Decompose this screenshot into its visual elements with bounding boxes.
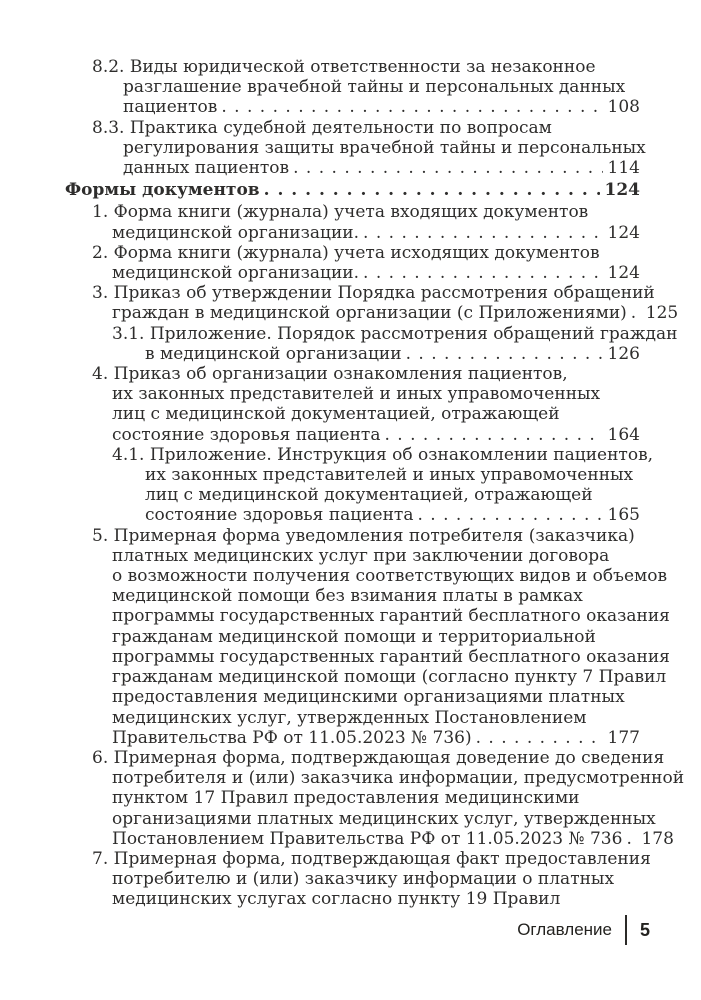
dot-leader — [363, 263, 603, 283]
toc-line-text: лиц с медицинской документацией, отражающей — [112, 404, 560, 425]
toc-line-text: 8.2. Виды юридической ответственности за незаконное — [92, 57, 596, 77]
toc-page-number: 125 — [645, 303, 679, 324]
toc-line-text: организациями платных медицинских услуг, утвержденных — [112, 808, 656, 829]
toc-line — [112, 323, 678, 344]
toc-line-text: 2. Форма книги (журнала) учета исходящих документов — [92, 242, 600, 263]
toc-entry — [65, 525, 670, 748]
toc-line-text: в медицинской организации — [145, 343, 402, 364]
toc-line — [112, 566, 668, 587]
toc-line — [112, 687, 640, 707]
toc-line — [123, 158, 640, 178]
toc-page-number: 124 — [604, 180, 640, 201]
toc-line — [112, 828, 674, 849]
toc-line-text: гражданам медицинской помощи (согласно пункту 7 Правил — [112, 667, 667, 688]
toc-line — [112, 263, 640, 283]
toc-page-number: 177 — [607, 727, 640, 748]
toc-line — [112, 223, 640, 243]
toc-line-text: предоставления медицинскими организациями платных — [112, 687, 625, 708]
toc-line-text: 1. Форма книги (журнала) учета входящих документов — [92, 202, 589, 223]
footer-section-label: Оглавление — [517, 920, 612, 939]
dot-leader — [417, 505, 602, 525]
toc-line — [145, 465, 640, 485]
toc-line-text: состояние здоровья пациента — [145, 505, 414, 526]
toc-entry — [65, 747, 685, 849]
toc-entry — [65, 202, 640, 242]
toc-line — [145, 505, 640, 525]
toc-line — [123, 77, 640, 97]
toc-line-text: о возможности получения соответствующих видов и объемов — [112, 566, 668, 587]
toc-line-text: 4.1. Приложение. Инструкция об ознакомлении пациентов, — [112, 444, 654, 465]
footer-divider — [625, 915, 627, 945]
toc-page-number: 126 — [607, 343, 640, 364]
toc-entry — [65, 444, 654, 526]
toc-line-text: гражданам медицинской помощи и территориальной — [112, 626, 596, 647]
toc-line-text: Правительства РФ от 11.05.2023 № 736) — [112, 727, 472, 748]
toc-line-text: Формы документов — [65, 180, 260, 201]
toc-line — [92, 283, 655, 304]
toc-line — [112, 444, 654, 465]
toc-line-text: медицинских услуг, утвержденных Постановлением — [112, 707, 587, 728]
toc-line — [92, 243, 640, 263]
toc-page-number: 178 — [641, 828, 674, 849]
toc-entry — [65, 323, 678, 364]
toc-line — [145, 344, 640, 364]
toc-line — [112, 606, 670, 627]
toc-line-text: 6. Примерная форма, подтверждающая доведение до сведения — [92, 747, 665, 768]
toc-line-text: регулирования защиты врачебной тайны и персональных — [123, 137, 646, 158]
toc-line-text: потребителю и (или) заказчику информации о платных — [112, 869, 615, 890]
toc-line-text: 4. Приказ об организации ознакомления пациентов, — [92, 364, 568, 385]
toc-page-number: 108 — [607, 97, 640, 118]
toc-line — [112, 869, 640, 889]
toc-line — [123, 137, 646, 158]
dot-leader — [406, 344, 603, 364]
toc-line — [112, 425, 640, 445]
dot-leader — [221, 97, 602, 117]
toc-line-text: 3. Приказ об утверждении Порядка рассмотрения обращений — [92, 283, 655, 304]
toc-page-number: 114 — [607, 158, 640, 179]
toc-line — [112, 404, 640, 424]
toc-line — [145, 485, 640, 505]
toc-line — [112, 808, 656, 829]
toc-line — [112, 546, 640, 566]
toc-line-text: разглашение врачебной тайны и персональных данных — [123, 77, 626, 98]
toc-line — [92, 57, 640, 77]
toc-line-text: пунктом 17 Правил предоставления медицинскими — [112, 788, 580, 809]
toc-line-text: 3.1. Приложение. Порядок рассмотрения обращений граждан — [112, 323, 678, 344]
toc-line-text: программы государственных гарантий бесплатного оказания — [112, 646, 670, 667]
toc-page-number: 124 — [607, 222, 640, 243]
toc-line — [92, 747, 665, 768]
toc-entry — [65, 117, 646, 179]
footer-page-number: 5 — [639, 919, 650, 940]
toc-line-text: состояние здоровья пациента — [112, 424, 381, 445]
toc-entry — [65, 283, 679, 324]
toc-line — [92, 848, 651, 869]
toc-line-text: платных медицинских услуг при заключении договора — [112, 545, 610, 566]
dot-leader — [476, 728, 603, 748]
toc-line-text: лиц с медицинской документацией, отражающей — [145, 485, 593, 506]
dot-leader — [363, 223, 603, 243]
toc-line-text: программы государственных гарантий бесплатного оказания — [112, 606, 670, 627]
dot-leader — [631, 303, 641, 323]
toc-line — [112, 889, 640, 909]
toc-entry — [65, 364, 640, 445]
dot-leader — [293, 158, 602, 178]
toc-line — [92, 118, 640, 138]
toc-line-text: 8.3. Практика судебной деятельности по вопросам — [92, 117, 552, 138]
toc-line-text: медицинской организации. — [112, 222, 360, 243]
toc-line — [112, 788, 640, 808]
toc-page-number: 164 — [607, 424, 640, 445]
toc-line-text: медицинской организации. — [112, 263, 360, 284]
toc-line-text: пациентов — [123, 97, 218, 118]
toc-line-text: их законных представителей и иных управомоченных — [145, 465, 634, 486]
toc-line-text: данных пациентов — [123, 158, 290, 179]
toc-line-text: Постановлением Правительства РФ от 11.05.2023 № 736 — [112, 828, 623, 849]
toc-line — [112, 303, 679, 324]
toc-line — [65, 180, 640, 200]
toc-line — [112, 586, 640, 606]
toc-line — [92, 364, 640, 384]
toc-line — [112, 646, 670, 667]
footer — [517, 913, 650, 947]
toc-line — [92, 202, 640, 222]
toc-line-text: потребителя и (или) заказчика информации, предусмотренной — [112, 768, 685, 789]
toc-line — [112, 708, 640, 728]
dot-leader — [626, 829, 636, 849]
toc-page-number: 124 — [607, 263, 640, 284]
dot-leader — [384, 425, 602, 445]
toc-line-text: медицинских услугах согласно пункту 19 Правил — [112, 889, 561, 910]
toc-entry — [65, 180, 640, 200]
toc-line — [92, 526, 640, 546]
toc — [65, 57, 685, 910]
toc-entry — [65, 243, 640, 283]
toc-line — [112, 627, 640, 647]
toc-line-text: медицинской помощи без взимания платы в рамках — [112, 586, 583, 607]
toc-entry — [65, 57, 640, 118]
toc-line — [112, 768, 685, 789]
toc-line-text: их законных представителей и иных управомоченных — [112, 384, 601, 405]
toc-line — [123, 97, 640, 117]
dot-leader — [264, 180, 600, 200]
toc-line-text: граждан в медицинской организации (с Приложениями) — [112, 303, 627, 324]
toc-line-text: 7. Примерная форма, подтверждающая факт предоставления — [92, 848, 651, 869]
toc-line-text: 5. Примерная форма уведомления потребителя (заказчика) — [92, 525, 635, 546]
toc-line — [112, 384, 640, 404]
toc-line — [112, 728, 640, 748]
toc-line — [112, 667, 667, 688]
toc-entry — [65, 848, 651, 910]
toc-page-number: 165 — [607, 505, 640, 526]
